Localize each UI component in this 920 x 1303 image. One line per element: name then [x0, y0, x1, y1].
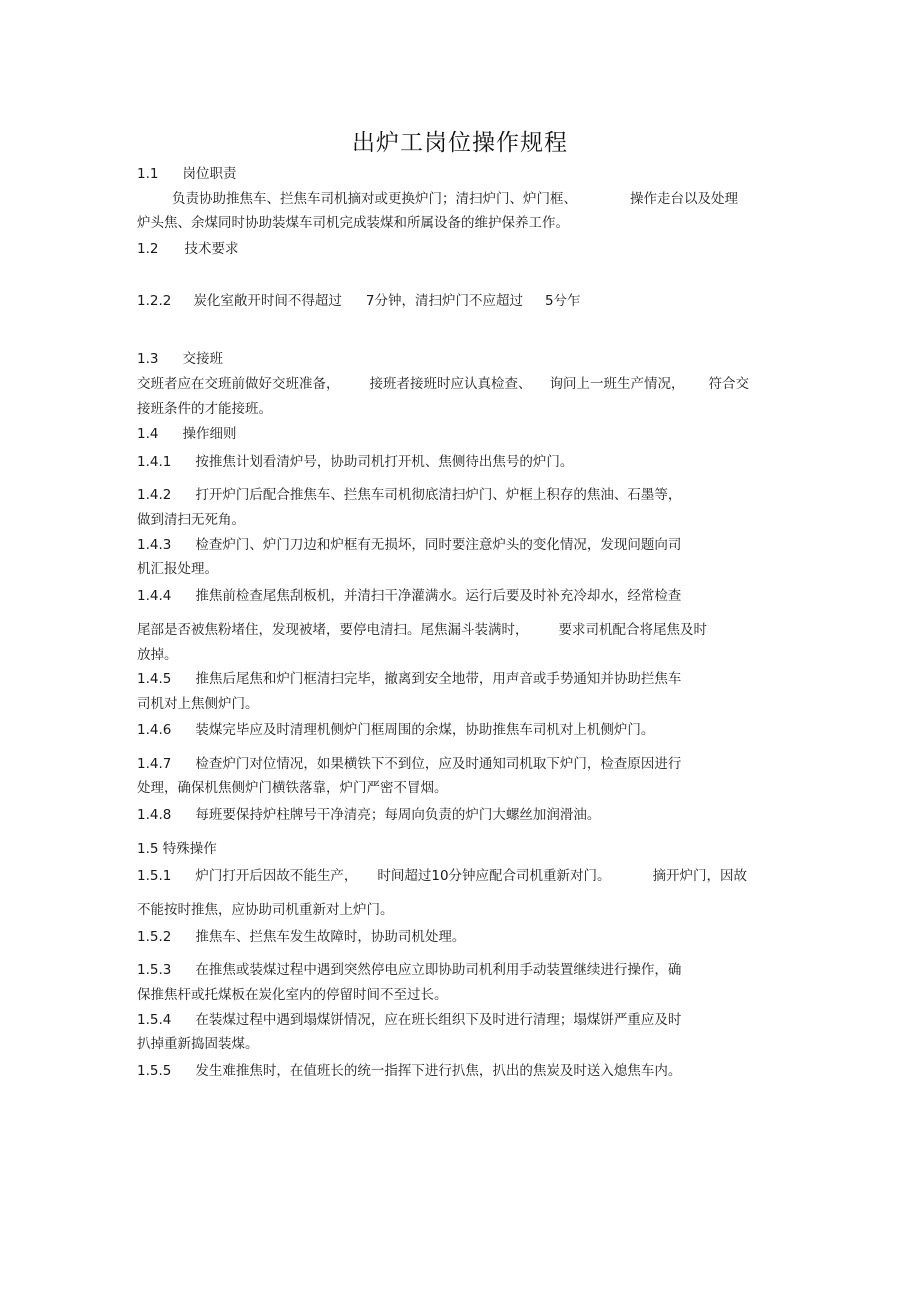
clause-number: 1.5.1 [137, 868, 172, 884]
clause-1-5-2 [137, 928, 465, 946]
clause-1-4-4 [137, 587, 681, 605]
clause-1-4-6 [137, 721, 654, 739]
section-heading-1-5: 1.5 特殊操作 [137, 841, 217, 857]
clause-1-4-8 [137, 806, 600, 824]
clause-text: 发生难推焦时，在值班长的统一指挥下进行扒焦，扒出的焦炭及时送入熄焦车内。 [195, 1063, 682, 1079]
clause-continuation: 保推焦杆或托煤板在炭化室内的停留时间不至过长。 [137, 987, 448, 1003]
paragraph-line [137, 375, 749, 393]
clause-number: 1.4.1 [137, 454, 172, 470]
text-fragment: 摘开炉门，因故 [652, 868, 748, 884]
clause-1-5-4 [137, 1011, 681, 1029]
clause-number: 1.5.4 [137, 1012, 172, 1028]
text-fragment: 5兮乍 [544, 293, 581, 309]
clause-continuation: 扒掉重新捣固装煤。 [137, 1036, 259, 1052]
clause-number: 1.4.3 [137, 537, 172, 553]
clause-number: 1.4.8 [137, 807, 172, 823]
clause-text: 装煤完毕应及时清理机侧炉门框周围的余煤，协助推焦车司机对上机侧炉门。 [195, 722, 655, 738]
section-heading-1-2 [137, 240, 238, 258]
paragraph-line [172, 190, 738, 208]
page-title: 出炉工岗位操作规程 [352, 130, 568, 156]
section-heading-1-1 [137, 165, 236, 183]
paragraph-line: 炉头焦、余煤同时协助装煤车司机完成装煤和所属设备的维护保养工作。 [137, 215, 569, 231]
section-title: 交接班 [182, 351, 223, 367]
clause-number: 1.5.3 [137, 962, 172, 978]
clause-1-4-2 [137, 486, 681, 504]
clause-text: 推焦车、拦焦车发生故障时，协助司机处理。 [195, 929, 466, 945]
clause-text: 按推焦计划看清炉号，协助司机打开机、焦侧待出焦号的炉门。 [195, 454, 574, 470]
text-fragment: 7分钟，清扫炉门不应超过 [365, 293, 523, 309]
section-number: 1.3 [137, 351, 159, 367]
clause-1-4-7 [137, 755, 681, 773]
clause-1-5-3 [137, 961, 681, 979]
clause-continuation: 机汇报处理。 [137, 561, 218, 577]
text-fragment: 要求司机配合将尾焦及时 [558, 622, 707, 638]
clause-text: 检查炉门对位情况，如果横铁下不到位，应及时通知司机取下炉门，检查原因进行 [195, 756, 682, 772]
clause-continuation: 不能按时推焦，应协助司机重新对上炉门。 [137, 902, 394, 918]
text-fragment: 炭化室敞开时间不得超过 [193, 293, 342, 309]
section-number: 1.1 [137, 166, 159, 182]
section-title: 操作细则 [182, 426, 237, 442]
clause-continuation: 做到清扫无死角。 [137, 512, 245, 528]
section-title: 岗位职责 [182, 166, 237, 182]
clause-continuation: 处理，确保机焦侧炉门横铁落靠，炉门严密不冒烟。 [137, 780, 448, 796]
clause-1-4-3 [137, 536, 681, 554]
clause-continuation: 放掉。 [137, 647, 178, 663]
clause-1-5-5 [137, 1062, 681, 1080]
text-fragment: 尾部是否被焦粉堵住，发现被堵，要停电清扫。尾焦漏斗装满时， [137, 622, 529, 638]
clause-text: 打开炉门后配合推焦车、拦焦车司机彻底清扫炉门、炉框上积存的焦油、石墨等， [195, 487, 682, 503]
clause-number: 1.2.2 [137, 293, 172, 309]
section-number: 1.4 [137, 426, 159, 442]
text-fragment: 时间超过10分钟应配合司机重新对门。 [377, 868, 611, 884]
section-number: 1.2 [137, 241, 159, 257]
clause-text: 每班要保持炉柱牌号干净清亮；每周向负责的炉门大螺丝加润滑油。 [195, 807, 601, 823]
clause-number: 1.4.5 [137, 671, 172, 687]
clause-text: 推焦后尾焦和炉门框清扫完毕，撤离到安全地带，用声音或手势通知并协助拦焦车 [195, 671, 682, 687]
clause-number: 1.5.5 [137, 1063, 172, 1079]
paragraph-line: 接班条件的才能接班。 [137, 401, 272, 417]
clause-number: 1.4.7 [137, 756, 172, 772]
text-fragment: 交班者应在交班前做好交班准备， [137, 376, 340, 392]
text-fragment: 操作走台以及处理 [630, 191, 738, 207]
clause-number: 1.4.4 [137, 588, 172, 604]
text-fragment: 询问上一班生产情况， [549, 376, 685, 392]
clause-continuation [137, 621, 707, 639]
clause-1-2-2 [137, 292, 581, 310]
clause-text: 在装煤过程中遇到塌煤饼情况，应在班长组织下及时进行清理；塌煤饼严重应及时 [195, 1012, 682, 1028]
clause-text: 在推焦或装煤过程中遇到突然停电应立即协助司机利用手动装置继续进行操作，确 [195, 962, 682, 978]
clause-text: 检查炉门、炉门刀边和炉框有无损坏，同时要注意炉头的变化情况，发现问题向司 [195, 537, 682, 553]
section-title: 技术要求 [184, 241, 239, 257]
clause-number: 1.4.2 [137, 487, 172, 503]
clause-1-4-5 [137, 670, 681, 688]
text-fragment: 符合交 [708, 376, 749, 392]
section-heading-1-4 [137, 425, 236, 443]
clause-number: 1.5.2 [137, 929, 172, 945]
clause-continuation: 司机对上焦侧炉门。 [137, 696, 259, 712]
clause-number: 1.4.6 [137, 722, 172, 738]
clause-1-4-1 [137, 453, 573, 471]
clause-1-5-1 [137, 867, 747, 885]
clause-text: 推焦前检查尾焦刮板机，并清扫干净灌满水。运行后要及时补充冷却水，经常检查 [195, 588, 682, 604]
text-fragment: 接班者接班时应认真检查、 [369, 376, 532, 392]
text-fragment: 负责协助推焦车、拦焦车司机摘对或更换炉门；清扫炉门、炉门框、 [172, 191, 577, 207]
section-heading-1-3 [137, 350, 223, 368]
text-fragment: 炉门打开后因故不能生产， [195, 868, 358, 884]
